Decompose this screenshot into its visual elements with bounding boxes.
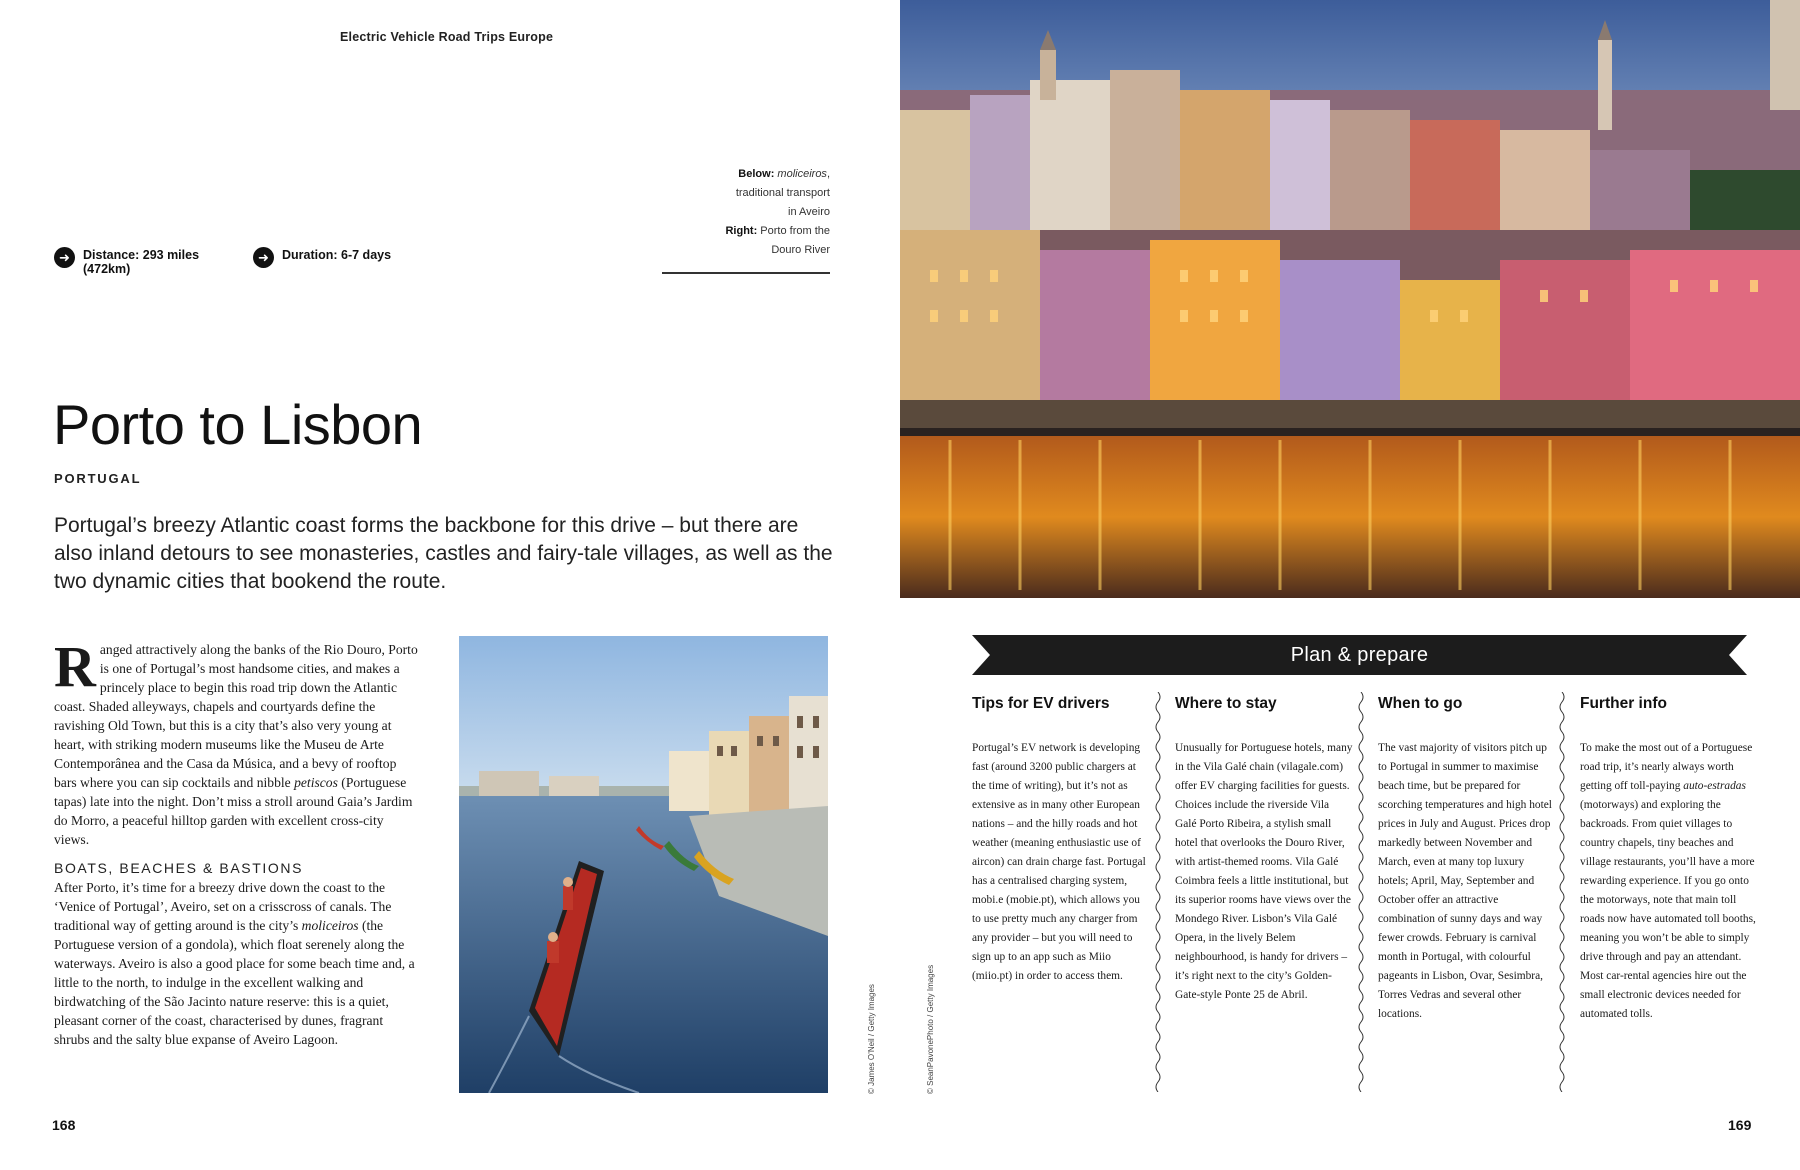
- caption-below-line3: in Aveiro: [788, 206, 830, 218]
- column-divider: [1557, 692, 1567, 1092]
- caption-below-comma: ,: [826, 168, 830, 180]
- arrow-right-circle-icon: ➜: [54, 247, 75, 268]
- distance-line1: Distance: 293 miles: [83, 248, 200, 262]
- caption-below-italic: moliceiros: [777, 168, 827, 180]
- drop-cap: R: [54, 634, 96, 699]
- page-title: Porto to Lisbon: [53, 393, 423, 456]
- plan-text-italic: auto-estradas: [1683, 780, 1746, 792]
- plan-text-part-a: To make the most out of a Portuguese road trip, it’s nearly always worth getting off toll-paying: [1580, 742, 1753, 792]
- aveiro-canal-photo: [459, 636, 828, 1093]
- column-divider: [1356, 692, 1366, 1092]
- caption-right-line2: Douro River: [771, 244, 830, 256]
- body-text: [54, 634, 420, 1049]
- plan-prepare-banner: [972, 635, 1747, 675]
- plan-column-ev-tips: [972, 695, 1150, 986]
- body-p1-italic: petiscos: [294, 775, 338, 790]
- body-paragraph-1: [54, 634, 420, 849]
- standfirst: Portugal’s breezy Atlantic coast forms the backbone for this drive – but there are also inland detours to see monasteries, castles and fairy-tale villages, as well as the two dynamic cities that bookend the route.: [54, 514, 833, 593]
- body-p2-part-a: After Porto, it’s time for a breezy drive down the coast to the ‘Venice of Portugal’, Aveiro, set on a crisscross of canals. The traditional way of getting around is the city’s: [54, 880, 392, 933]
- plan-column-further-info: [1580, 695, 1758, 1024]
- porto-river-photo: [900, 0, 1800, 598]
- plan-column-where-to-stay: [1175, 695, 1353, 1005]
- page-number-left: 168: [52, 1117, 76, 1133]
- caption-below-line2: traditional transport: [735, 187, 830, 199]
- aveiro-photo-credit: © James O’Neil / Getty Images: [867, 984, 876, 1094]
- plan-heading: Tips for EV drivers: [972, 695, 1110, 712]
- caption-right-label: Right:: [725, 225, 758, 237]
- plan-heading: When to go: [1378, 695, 1463, 712]
- photo-caption: [655, 165, 830, 260]
- body-p2-part-b: (the Portuguese version of a gondola), which float serenely along the waterways. Aveiro is also a good place for some beach time and, a little to the north, to indulge in the excellent walking and birdwatching of the São Jacinto nature reserve: this is a quiet, pleasant corner of the coast, characterised by dunes, fragrant shrubs and the salty blue expanse of Aveiro Lagoon.: [54, 918, 415, 1047]
- distance-line2: (472km): [83, 262, 131, 276]
- plan-text: Unusually for Portuguese hotels, many in the Vila Galé chain (vilagale.com) offer EV charging facilities for guests. Choices include the riverside Vila Galé Porto Ribeira, a stylish small hotel that overlooks the Douro River, with artist-themed rooms. Vila Galé Coimbra feels a little institutional, but its superior rooms have views over the Mondego River. Lisbon’s Vila Galé Opera, in the lively Belem neighbourhood, is handy for drivers – it’s right next to the city’s Golden-Gate-style Ponte 25 de Abril.: [1175, 742, 1353, 1001]
- subheading: BOATS, BEACHES & BASTIONS: [54, 860, 304, 876]
- porto-photo-credit: © SeanPavonePhoto / Getty Images: [926, 964, 935, 1094]
- caption-below-label: Below:: [738, 168, 775, 180]
- body-p1-part-a: anged attractively along the banks of the Rio Douro, Porto is one of Portugal’s most handsome cities, and makes a princely place to begin this road trip down the Atlantic coast. Shaded alleyways, chapels and courtyards define the ravishing Old Town, but this is a city that’s also very young at heart, with striking modern museums like the Museu de Arte Contemporânea and the Casa da Música, and a bevy of rooftop bars where you can sip cocktails and nibble: [54, 642, 418, 790]
- plan-heading: Where to stay: [1175, 695, 1277, 712]
- body-p2-italic: moliceiros: [301, 918, 359, 933]
- caption-right-line1: Porto from the: [760, 225, 830, 237]
- caption-rule: [662, 272, 830, 274]
- plan-text: The vast majority of visitors pitch up to Portugal in summer to maximise beach time, but be prepared for scorching temperatures and high hotel prices in July and August. Prices drop markedly between November and March, even at many top luxury hotels; April, May, September and October offer an attractive combination of sunny days and way fewer crowds. February is carnival month in Portugal, with colourful pageants in Lisbon, Ovar, Sesimbra, Torres Vedras and several other locations.: [1378, 742, 1552, 1020]
- plan-text: Portugal’s EV network is developing fast (around 3200 public chargers at the time of writing), but it’s not as extensive as in many other European nations – and the hilly roads and hot weather (meaning enthusiastic use of aircon) can drain charge fast. Portugal has a centralised charging system, mobi.e (mobie.pt), which allows you to use pretty much any charger from any provider – but you will need to sign up to an app such as Miio (miio.pt) in order to access them.: [972, 742, 1146, 982]
- arrow-right-circle-icon: ➜: [253, 247, 274, 268]
- country-label: PORTUGAL: [54, 471, 142, 486]
- plan-column-when-to-go: [1378, 695, 1556, 1024]
- body-paragraph-2: [54, 878, 420, 1049]
- plan-text: [1580, 739, 1758, 1024]
- duration-stat: [253, 248, 453, 268]
- body-p1-part-b: (Portuguese tapas) late into the night. Don’t miss a stroll around Gaia’s Jardim do Morro, a peaceful hilltop garden with excellent cross-city views.: [54, 775, 413, 847]
- duration-text: Duration: 6-7 days: [282, 248, 392, 262]
- plan-text-part-b: (motorways) and exploring the backroads. From quiet villages to country chapels, tiny beaches and village restaurants, you’ll have a more rewarding experience. If you go onto the motorways, note that main toll roads now have automated toll booths, meaning you won’t be able to simply drive through and pay an attendant. Most car-rental agencies hire out the small electronic devices needed for automated tolls.: [1580, 799, 1756, 1020]
- column-divider: [1153, 692, 1163, 1092]
- distance-stat: [54, 248, 254, 276]
- page-number-right: 169: [1728, 1117, 1752, 1133]
- plan-heading: Further info: [1580, 695, 1667, 712]
- running-head: Electric Vehicle Road Trips Europe: [340, 30, 554, 44]
- banner-title: Plan & prepare: [1290, 643, 1429, 666]
